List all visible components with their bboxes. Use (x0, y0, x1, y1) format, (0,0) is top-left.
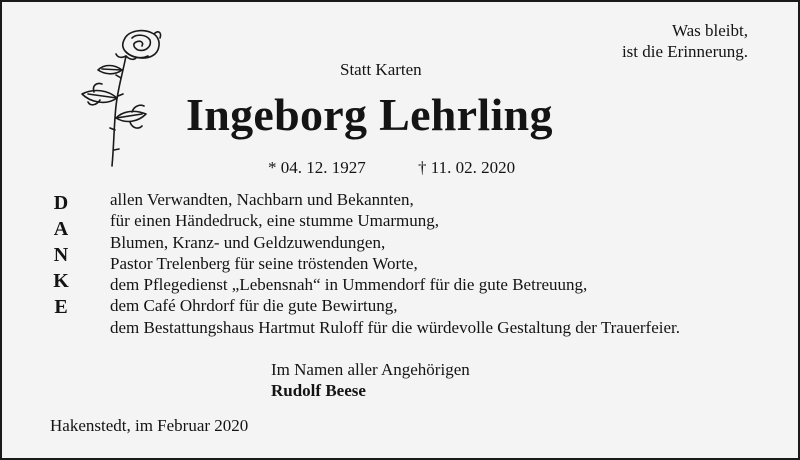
thanks-line: Blumen, Kranz- und Geldzuwendungen, (110, 232, 386, 252)
thanks-line: Pastor Trelenberg für seine tröstenden Worte, (110, 253, 418, 273)
statt-karten-label: Statt Karten (340, 60, 422, 79)
thanks-line: allen Verwandten, Nachbarn und Bekannten, (110, 190, 414, 209)
motto-line-2: ist die Erinnerung. (621, 42, 748, 61)
birth-date: * 04. 12. 1927 (268, 158, 366, 177)
place-date: Hakenstedt, im Februar 2020 (50, 416, 249, 435)
motto-line-1: Was bleibt, (671, 21, 748, 40)
signature-block (271, 359, 470, 401)
signature-name: Rudolf Beese (271, 381, 366, 400)
signature-intro: Im Namen aller Angehörigen (271, 360, 470, 379)
danke-letter: E (54, 296, 68, 318)
motto (622, 20, 748, 62)
death-date: † 11. 02. 2020 (418, 158, 516, 177)
thanks-list (110, 189, 680, 338)
danke-letter: N (53, 244, 69, 266)
danke-vertical (50, 190, 72, 320)
deceased-name: Ingeborg Lehrling (186, 89, 553, 140)
thanks-line: dem Bestattungshaus Hartmut Ruloff für die würdevolle Gestaltung der Trauerfeier. (110, 317, 681, 337)
rose-icon (74, 26, 164, 174)
thanks-line: für einen Händedruck, eine stumme Umarmung, (110, 211, 440, 231)
danke-letter: D (53, 192, 69, 214)
danke-letter: A (53, 218, 69, 240)
danke-letter: K (53, 270, 69, 292)
thanks-line: dem Pflegedienst „Lebensnah“ in Ummendorf für die gute Betreuung, (110, 275, 588, 295)
thanks-line: dem Café Ohrdorf für die gute Bewirtung, (110, 296, 398, 316)
